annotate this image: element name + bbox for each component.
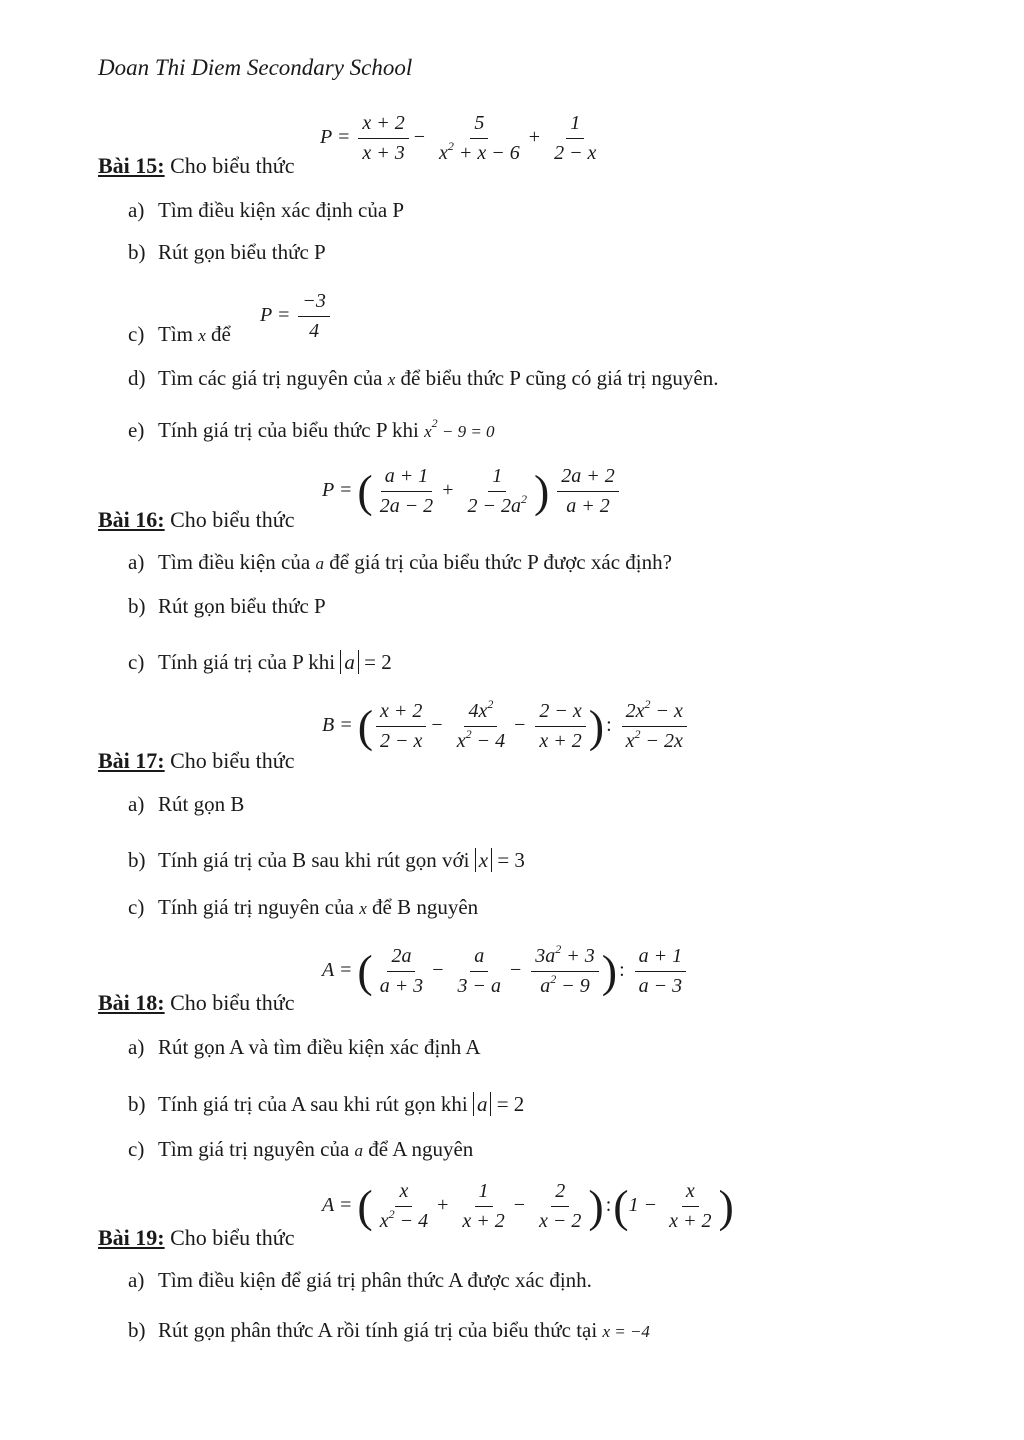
exercise-17-item-c: c) Tính giá trị nguyên của x để B nguyên [128,895,479,919]
school-header: Doan Thi Diem Secondary School [98,55,413,80]
exercise-16-item-c: c) Tính giá trị của P khi a = 2 [128,650,392,674]
exercise-15-item-b: b) Rút gọn biểu thức P [128,240,326,264]
exercise-15-item-c: c) Tìm x để [128,322,231,346]
formula-18: A = ( $\frac{2a}{a + 3}$ − $\frac{a}{3 - a}$ − $\frac{3a^2 + 3}{a^2 - 9}$ ) : $\frac{a + 1}{a - 3}$ [322,945,689,998]
exercise-17-item-b: b) Tính giá trị của B sau khi rút gọn với x = 3 [128,848,525,872]
exercise-15-item-d: d) Tìm các giá trị nguyên của x để biểu thức P cũng có giá trị nguyên. [128,366,719,390]
formula-15: P = $\frac{x + 2}{x + 3}$ − $\frac{5}{x^2 + x - 6}$ + $\frac{1}{2 - x}$ [320,112,597,164]
formula-19: A = ( $\frac{x}{x^2 - 4}$ + $\frac{1}{x + 2}$ − $\frac{2}{x - 2}$ ) :(1 − $\frac{x}{x + 2}$ ) [322,1180,734,1232]
exercise-17-item-a: a) Rút gọn B [128,792,245,816]
exercise-17-title: Bài 17: Cho biểu thức [98,748,295,773]
exercise-19-title: Bài 19: Cho biểu thức [98,1225,295,1250]
exercise-18-item-b: b) Tính giá trị của A sau khi rút gọn khi a = 2 [128,1092,525,1116]
exercise-16-item-a: a) Tìm điều kiện của a để giá trị của biểu thức P được xác định? [128,550,672,574]
exercise-18-title: Bài 18: Cho biểu thức [98,990,295,1015]
exercise-15-item-e: e) Tính giá trị của biểu thức P khi $x^2 - 9 = 0$ [128,416,495,442]
exercise-16-item-b: b) Rút gọn biểu thức P [128,594,326,618]
exercise-15-item-a: a) Tìm điều kiện xác định của P [128,198,405,222]
exercise-15-title: Bài 15: Cho biểu thức [98,153,295,178]
formula-16: P = ( $\frac{a + 1}{2a - 2}$ + $\frac{1}{2 - 2a^2}$ ) $\frac{2a + 2}{a + 2}$ [322,465,622,518]
exercise-18-item-c: c) Tìm giá trị nguyên của a để A nguyên [128,1137,474,1161]
exercise-18-item-a: a) Rút gọn A và tìm điều kiện xác định A [128,1035,481,1059]
formula-17: B = ( $\frac{x + 2}{2 - x}$ − $\frac{4x^2}{x^2 - 4}$ − $\frac{2 - x}{x + 2}$ ) : $\frac{2x^2 - x}{x^2 - 2x}$ [322,700,690,753]
exercise-19-item-b: b) Rút gọn phân thức A rồi tính giá trị của biểu thức tại x = −4 [128,1318,650,1342]
exercise-16-title: Bài 16: Cho biểu thức [98,507,295,532]
exercise-19-item-a: a) Tìm điều kiện để giá trị phân thức A được xác định. [128,1268,592,1292]
formula-15-c: P = $\frac{-3}{4}$ [260,290,333,343]
